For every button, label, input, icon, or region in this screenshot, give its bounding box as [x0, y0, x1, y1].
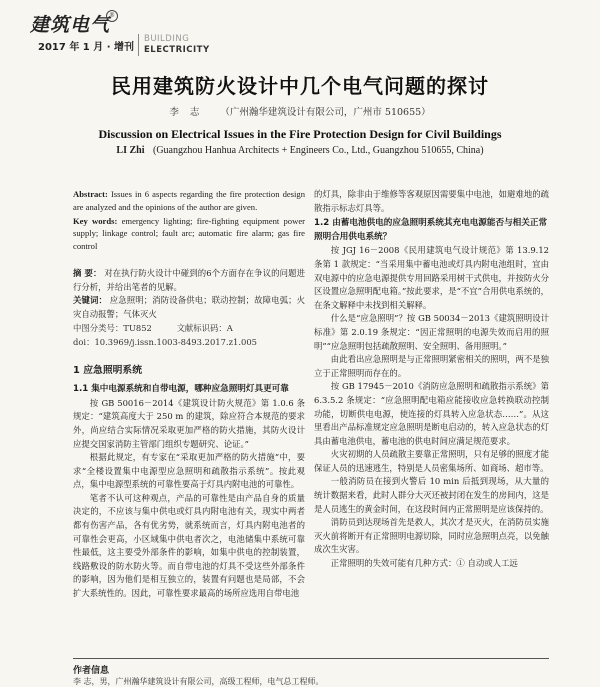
- abstract-cn-text: 对在执行防火设计中碰到的6个方面存在争议的问题进行分析，并给出笔者的见解。: [73, 267, 305, 292]
- keywords-en: [73, 215, 305, 253]
- header-divider: [138, 34, 139, 56]
- paragraph: 按 JGJ 16－2008《民用建筑电气设计规范》第 13.9.12 条第 1 款规定：“当采用集中蓄电池或灯具内附电池组时，宜由双电源中的应急电源提供专用回路采用树干式供电，并按防火分区设置应急照明配电箱。”按此要求，是“不宜”合用供电系统的，在条文解释中未找到相关解释。: [314, 245, 549, 310]
- subsection-heading: 1.1 集中电源系统和自带电源，哪种应急照明灯具更可靠: [73, 384, 289, 395]
- keywords-cn-text: 应急照明；消防设备供电；联动控制；故障电弧；火灾自动报警；气体灭火: [73, 295, 305, 319]
- paragraph: 火灾初期的人员疏散主要靠正常照明，只有足够的照度才能保证人员的迅速逃生，特别是人员密集场所、如商场、超市等。: [314, 449, 549, 473]
- document-code: 文献标识码：A: [176, 323, 233, 334]
- issue-label: 2017 年 1 月 · 增刊: [38, 42, 134, 53]
- paragraph: 按 GB 50016－2014《建筑设计防火规范》第 1.0.6 条规定：“建筑高度大于 250 m 的建筑，除应符合本规范的要求外，尚应结合实际情况采取更加严格的防火措施，其防火设计应提交国家消防主管部门组织专题研究、论证。”: [73, 397, 305, 449]
- paragraph: 根据此规定，有专家在“采取更加严格的防火措施”中，要求“全楼设置集中电源型应急照明和疏散指示系统”。按此观点，集中电源型系统的可靠性要高于灯具内附电池的可靠性。: [73, 452, 305, 490]
- abstract-en-text: Issues in 6 aspects regarding the fire protection design are analyzed and the opinions of the author are given.: [73, 189, 306, 212]
- journal-header: [30, 8, 590, 55]
- paragraph: 按 GB 17945－2010《消防应急照明和疏散指示系统》第 6.3.5.2 条规定：“应急照明配电箱应能接收应急转换联动控制功能，切断供电电源，使连接的灯具转入应急状态……”。从这里看出产品标准规定应急照明是断电启动的，转入应急状态的灯具由蓄电池供电，蓄电池的供电时间应满足规范要求。: [314, 381, 549, 446]
- footer-divider: [73, 658, 549, 659]
- article-title-cn: 民用建筑防火设计中几个电气问题的探讨: [111, 74, 489, 98]
- left-column: [73, 188, 305, 601]
- abstract-en-label: Abstract:: [73, 189, 108, 199]
- brand-line-electricity: ELECTRICITY: [144, 45, 210, 55]
- keywords-en-label: Key words:: [73, 215, 118, 226]
- keywords-cn: [73, 294, 305, 321]
- journal-logo: 建筑电气: [30, 14, 111, 36]
- affiliation-cn: （广州瀚华建筑设计有限公司，广州市 510655）: [220, 107, 431, 118]
- paragraph: 的灯具，除非由于维修等客观原因需要集中电池，如避难地的疏散指示标志灯具等。: [314, 189, 549, 213]
- brand-line-building: BUILDING: [144, 34, 190, 44]
- affiliation-en: (Guangzhou Hanhua Architects + Engineers Co., Ltd., Guangzhou 510655, China): [153, 145, 484, 156]
- subsection-heading: 1.2 由蓄电池供电的应急照明系统其充电电源能否与相关正常照明合用供电系统？: [314, 218, 548, 242]
- abstract-cn: [73, 267, 305, 294]
- paragraph: 由此看出应急照明是与正常照明紧密相关的照明，两不是独立于正常照明而存在的。: [314, 354, 549, 378]
- abstract-en: [73, 188, 305, 214]
- right-column: [314, 188, 549, 571]
- abstract-cn-label: 摘 要：: [73, 267, 102, 278]
- article-title-en: Discussion on Electrical Issues in the Fire Protection Design for Civil Buildings: [98, 127, 502, 141]
- doi: doi：10.3969/j.issn.1003-8493.2017.z1.005: [73, 336, 257, 347]
- author-name-en: LI Zhi: [116, 145, 145, 156]
- keywords-cn-label: 关键词：: [73, 295, 107, 306]
- paragraph: 正常照明的失效可能有几种方式：① 自动或人工远: [330, 558, 518, 569]
- keywords-en-text: emergency lighting; fire-fighting equipment power supply; linkage control; fault arc; automatic fire alarm; gas fire control: [73, 215, 305, 252]
- class-number: 中图分类号：TU852: [73, 323, 152, 334]
- classification-line: [73, 322, 305, 336]
- author-info-title: 作者信息: [73, 666, 110, 676]
- author-name-cn: 李 志: [169, 107, 204, 118]
- paragraph: 一般消防员在接到火警后 10 min 后抵到现场，从大量的统计数据来看，此时人群分大灭还被封闭在发生的房间内，这是是人员逃生的黄金时间，在这段时间内正常照明是应该保持的。: [314, 476, 549, 514]
- author-line-cn: [0, 104, 600, 118]
- author-line-en: [0, 145, 600, 156]
- author-info-text: 李 志，男，广州瀚华建筑设计有限公司，高级工程师，电气总工程师。: [73, 677, 324, 686]
- section-heading: 1 应急照明系统: [73, 364, 143, 376]
- journal-english-name: [144, 34, 210, 56]
- paragraph: 消防员到达现场首先是救人，其次才是灭火，在消防员实施灭火前将断开有正常照明电源切除，同时应急照明点亮，以免触成次生灾害。: [314, 517, 549, 555]
- paragraph: 什么是“应急照明”？按 GB 50034－2013《建筑照明设计标准》第 2.0.19 条规定：“因正常照明的电源失效而启用的照明”“应急照明包括疏散照明、安全照明、备用照明。”: [314, 313, 549, 351]
- registered-mark-icon: ®: [106, 10, 118, 22]
- paragraph: 笔者不认可这种观点，产品的可靠性是由产品自身的质量决定的，不应该与集中供电或灯具内附电池有关，现实中两者都有伤害产品，各有优劣势，就系统而言，灯具内附电池者的可靠性会更高，小区域集中供电者次之，电池储集中系统可靠性最低，这主要受外部条件的影响，如集中供电的控制装置，线路敷设的防水防火等。而自带电池的灯具不受这些外部条件的影响，因为他们是相互独立的，装置有问题也是局部，不会扩大系统性的。因此，可靠性要求最高的场所应选用自带电池: [73, 492, 305, 599]
